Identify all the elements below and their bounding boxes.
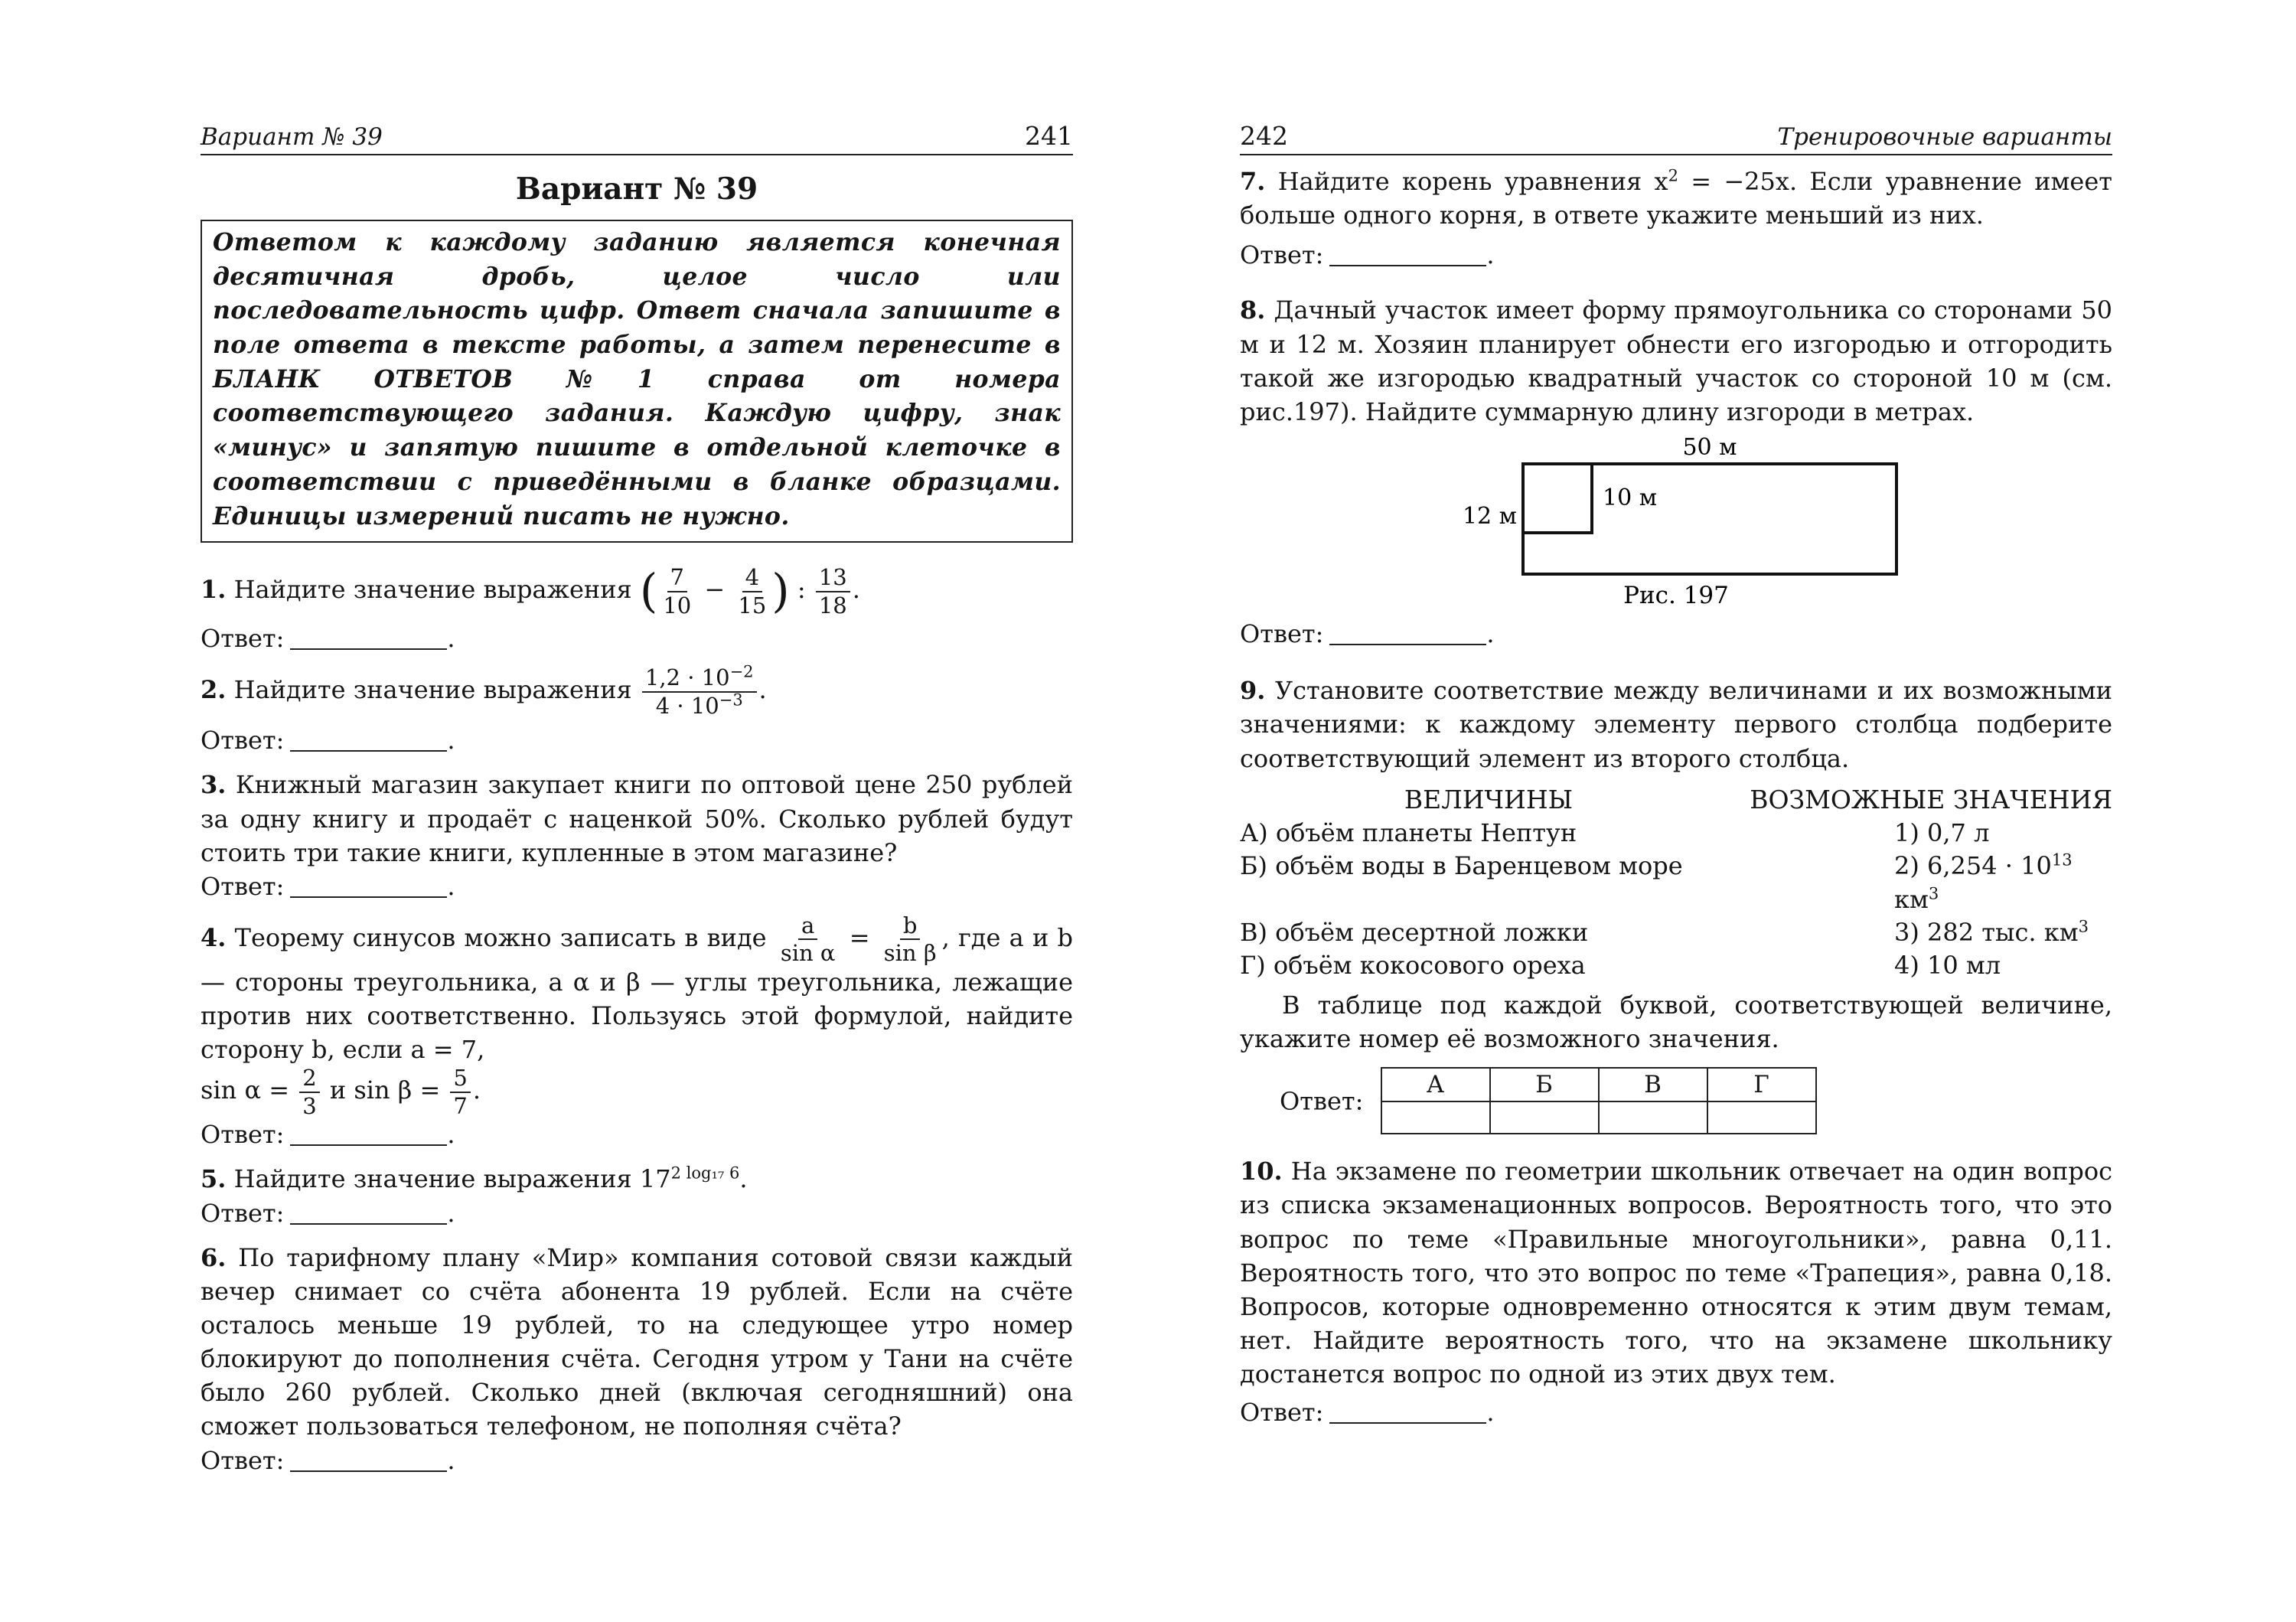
task-text: Теорему синусов можно записать в виде <box>234 922 767 952</box>
table-header-cell: Г <box>1707 1068 1816 1102</box>
task-text: Книжный магазин закупает книги по оптовой цене 250 рублей за одну книгу и продаёт с наценкой 50%. Сколько рублей будут стоить три такие книги, купленные в этом магазине? <box>201 770 1074 867</box>
answer-label: Ответ: <box>201 871 285 901</box>
numerator: 2 <box>299 1066 319 1092</box>
answer-label: Ответ: <box>201 1120 285 1150</box>
task-5: 5. Найдите значение выражения $17^{2 log_{17} 6}$. <box>201 1163 748 1194</box>
task-number: 3. <box>201 770 227 800</box>
running-head-title: Вариант № 39 <box>201 123 383 151</box>
answer-line[interactable] <box>290 1123 447 1146</box>
left-running-head <box>201 119 1073 155</box>
value-text: 3) 282 тыс. км <box>1894 917 2079 947</box>
fraction <box>816 566 850 617</box>
denominator: 10 <box>663 592 692 618</box>
task-text: По тарифному плану «Мир» компания сотовой связи каждый вечер снимает со счёта абонента 19 рублей. Если на счёте осталось меньше 19 рублей, то на следующее утро номер блокируют до пополнения счёта. Сегодня утром у Тани на счёте было 260 рублей. Сколько дней (включая сегодняшний) она сможет пользоваться телефоном, не пополняя счёта? <box>201 1242 1073 1441</box>
task-number: 10. <box>1240 1157 1283 1186</box>
answer-cell[interactable] <box>1381 1101 1490 1134</box>
fraction <box>660 566 694 617</box>
operator: = <box>849 922 870 952</box>
answer-9 <box>1240 1067 2112 1135</box>
page-number: 242 <box>1240 121 1288 151</box>
numerator: a <box>798 914 817 940</box>
task-number: 5. <box>201 1164 227 1194</box>
answer-5: Ответ: . <box>201 1198 455 1228</box>
answer-line[interactable] <box>290 1202 447 1225</box>
numerator: 5 <box>450 1066 470 1092</box>
numerator: b <box>900 914 921 940</box>
task-text: = −25x. Если уравнение имеет больше одного корня, в ответе укажите меньший из них. <box>1240 167 2112 230</box>
variant-title: Вариант № 39 <box>515 171 758 207</box>
answer-2: Ответ: . <box>201 726 455 756</box>
task-9-instruction <box>1240 988 2112 1056</box>
fraction <box>778 914 839 965</box>
answer-label: Ответ: <box>201 1198 285 1228</box>
task-text: Найдите значение выражения 17 <box>233 1164 671 1194</box>
task-text: Дачный участок имеет форму прямоугольника со сторонами 50 м и 12 м. Хозяин планирует обнести его изгородью и отгородить такой же изгородью квадратный участок со стороной 10 м (см. рис.197). Найдите суммарную длину изгороди в метрах. <box>1240 295 2113 426</box>
left-page <box>201 119 1073 1477</box>
task-6 <box>201 1241 1073 1444</box>
value-item <box>1737 850 2112 915</box>
answer-3: Ответ: . <box>201 871 455 901</box>
task-2: 2. Найдите значение выражения $\frac{1,2 \cdot 10^{-2}}{4 \cdot 10^{-3}}$ . <box>201 662 767 719</box>
task-7 <box>1240 165 2112 232</box>
task-text: , где a и b — стороны треугольника, а α и β — углы треугольника, лежащие против них соответственно. Пользуясь этой формулой, найдите сторону b, если a = 7, <box>201 922 1073 1065</box>
task-8 <box>1240 293 2112 429</box>
value-text: 2) 6,254 · 10 <box>1894 851 2052 881</box>
denominator: 3 <box>302 1092 317 1119</box>
exponent: 2 log₁₇ 6 <box>670 1163 740 1183</box>
figure-caption: Рис. 197 <box>1623 582 1729 607</box>
matching-columns <box>1240 783 2112 982</box>
answer-label: Ответ: <box>1280 1085 1364 1115</box>
quantity-item: А) объём планеты Нептун <box>1240 818 1577 848</box>
table-header-cell: А <box>1381 1068 1490 1102</box>
denominator <box>653 690 746 719</box>
answer-line[interactable] <box>290 875 447 898</box>
formula-text: и sin β = <box>329 1075 441 1105</box>
column-header-quantities: ВЕЛИЧИНЫ <box>1404 784 1574 814</box>
paren-close: ) <box>771 564 790 618</box>
numerator-exponent: −2 <box>729 662 754 681</box>
task-number: 4. <box>201 922 227 952</box>
value-item <box>1737 916 2112 949</box>
denominator: 15 <box>738 592 767 618</box>
answer-label: Ответ: <box>1240 1398 1324 1428</box>
denominator: sin β <box>883 940 937 967</box>
task-text: Найдите значение выражения <box>233 575 632 605</box>
task-text: На экзамене по геометрии школьник отвечает на один вопрос из списка экзаменационных вопросов. Вероятность того, что это вопрос по теме «Правильные многоугольники», равна 0,11. Вероятность того, что это вопрос по теме «Трапеция», равна 0,18. Вопросов, которые одновременно относятся к этим двум темам, нет. Найдите вероятность того, что на экзамене школьнику достанется вопрос по одной из этих двух тем. <box>1240 1157 2113 1389</box>
numerator-base: 1,2 · 10 <box>644 664 730 691</box>
numerator: 13 <box>816 566 850 592</box>
denominator-exponent: −3 <box>719 690 743 710</box>
operator: − <box>704 575 726 605</box>
fraction <box>642 662 757 719</box>
operator: : <box>797 575 806 605</box>
task-4: 4. Теорему синусов можно записать в виде $\frac{a}{\text{sin α}}$ = $\frac{b}{\text{sin β}}$ , где a и b — стороны треугольника, а α и β — углы треугольника, лежащие против них соответственно. Пользуясь этой формулой, найдите сторону b, если a = 7, sin α = $\frac{2}{3}$ и sin β = $\frac{5}{7}$ . <box>201 912 1073 1119</box>
table-header-cell: В <box>1599 1068 1707 1102</box>
answer-8: Ответ: . <box>1240 619 1495 649</box>
square-plot <box>1523 464 1592 533</box>
fraction <box>735 566 769 617</box>
answer-cell[interactable] <box>1707 1101 1816 1134</box>
value-item: 1) 0,7 л <box>1894 818 1990 848</box>
task-3 <box>201 768 1073 869</box>
column-header-values: ВОЗМОЖНЫЕ ЗНАЧЕНИЯ <box>1750 784 2112 814</box>
plot-diagram <box>1240 432 2112 606</box>
answer-label: Ответ: <box>1240 240 1324 270</box>
quantity-item: В) объём десертной ложки <box>1240 917 1589 947</box>
answer-line[interactable] <box>1329 1401 1486 1424</box>
answer-1: Ответ: . <box>201 624 455 654</box>
page-number: 241 <box>1025 121 1073 151</box>
running-head-title: Тренировочные варианты <box>1777 123 2112 151</box>
answer-label: Ответ: <box>201 624 285 654</box>
label-10m: 10 м <box>1603 485 1658 512</box>
task-text: Найдите значение выражения <box>233 675 632 705</box>
denominator-base: 4 · 10 <box>655 692 719 719</box>
exponent: 3 <box>1928 883 1939 902</box>
value-item: 4) 10 мл <box>1894 951 2001 981</box>
fraction <box>299 1066 319 1118</box>
answer-line[interactable] <box>1329 622 1486 645</box>
answer-4: Ответ: . <box>201 1120 455 1150</box>
quantity-item: Г) объём кокосового ореха <box>1240 951 1586 981</box>
task-number: 1. <box>201 575 227 605</box>
unit: км <box>1894 884 1929 914</box>
label-12m: 12 м <box>1462 503 1517 530</box>
paren-open: ( <box>639 564 658 618</box>
quantity-item: Б) объём воды в Баренцевом море <box>1240 851 1683 881</box>
fraction <box>450 1066 470 1118</box>
plot-rectangle <box>1523 464 1896 574</box>
answer-line[interactable] <box>290 627 447 650</box>
task-number: 9. <box>1240 676 1266 706</box>
answer-6: Ответ: . <box>201 1445 455 1475</box>
exponent: 13 <box>2051 850 2073 870</box>
exponent: 2 <box>1668 166 1678 185</box>
answer-cell[interactable] <box>1490 1101 1599 1134</box>
task-number: 6. <box>201 1242 227 1272</box>
task-9 <box>1240 674 2112 775</box>
task-number: 2. <box>201 675 227 705</box>
answer-7: Ответ: . <box>1240 240 1495 270</box>
task-text: Найдите корень уравнения x <box>1277 167 1668 196</box>
fraction <box>881 914 940 965</box>
numerator <box>642 662 757 692</box>
exponent: 3 <box>2078 917 2089 936</box>
answer-cell[interactable] <box>1599 1101 1707 1134</box>
numerator: 7 <box>667 566 687 592</box>
label-50m: 50 м <box>1682 434 1737 462</box>
formula-text: sin α = <box>201 1075 290 1105</box>
answer-line[interactable] <box>290 1449 447 1472</box>
denominator: sin α <box>780 940 836 967</box>
right-running-head <box>1240 119 2112 155</box>
answer-label: Ответ: <box>201 726 285 756</box>
numerator: 4 <box>742 566 762 592</box>
answer-table <box>1381 1067 1817 1135</box>
task-number: 8. <box>1240 295 1266 325</box>
answer-line[interactable] <box>290 729 447 752</box>
instructions-box: Ответом к каждому заданию является конечная десятичная дробь, целое число или последовательность цифр. Ответ сначала запишите в поле ответа в тексте работы, а затем перенесите в БЛАНК ОТВЕТОВ №1 справа от номера соответствующего задания. Каждую цифру, знак «минус» и запятую пишите в отдельной клеточке в соответствии с приведёнными в бланке образцами. Единицы измерений писать не нужно. <box>201 220 1073 543</box>
task-number: 7. <box>1240 167 1266 196</box>
task-text: Установите соответствие между величинами и их возможными значениями: к каждому элементу первого столбца подберите соответствующий элемент из второго столбца. <box>1240 676 2113 773</box>
answer-10: Ответ: . <box>1240 1398 1495 1428</box>
denominator: 7 <box>453 1092 468 1119</box>
table-header-cell: Б <box>1490 1068 1599 1102</box>
answer-label: Ответ: <box>1240 619 1324 649</box>
task-text: В таблице под каждой буквой, соответствующей величине, укажите номер её возможного значения. <box>1240 990 2112 1054</box>
answer-line[interactable] <box>1329 243 1486 266</box>
answer-label: Ответ: <box>201 1445 285 1475</box>
denominator: 18 <box>818 592 847 618</box>
right-page <box>1240 119 2112 1430</box>
figure-197 <box>1240 432 2112 606</box>
task-10 <box>1240 1154 2112 1391</box>
task-1: 1. Найдите значение выражения ( $\frac{7}{10}$ − $\frac{4}{15}$ ) : $\frac{13}{18}$ . <box>201 564 860 618</box>
